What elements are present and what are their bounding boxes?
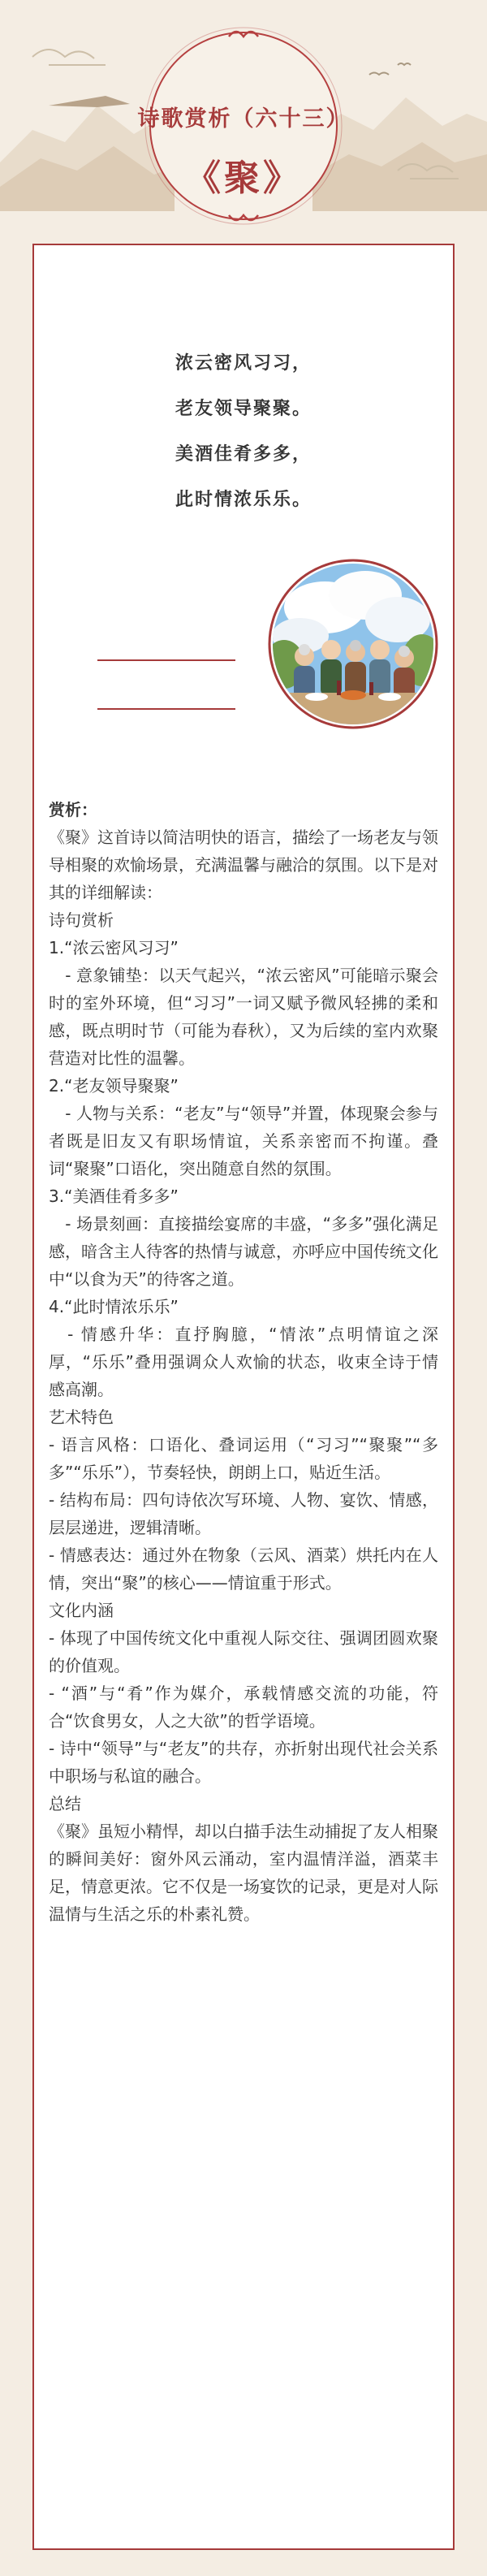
paragraph: 《聚》虽短小精悍，却以白描手法生动捕捉了友人相聚的瞬间美好：窗外风云涌动，室内温情洋溢，酒菜丰足，情意更浓。它不仅是一场宴饮的记录，更是对人际温情与生活之乐的朴素礼赞。 — [49, 1822, 438, 1924]
section-heading: 艺术特色 — [49, 1407, 114, 1427]
paragraph: - 情感表达：通过外在物象（云风、酒菜）烘托内在人情，突出“聚”的核心——情谊重于形式。 — [49, 1545, 438, 1593]
paragraph: - 体现了中国传统文化中重视人际交往、强调团圆欢聚的价值观。 — [49, 1628, 438, 1675]
illustration — [268, 559, 438, 729]
header — [0, 0, 487, 244]
paragraph: - “酒”与“肴”作为媒介，承载情感交流的功能，符合“饮食男女，人之大欲”的哲学语境。 — [49, 1683, 438, 1731]
line-heading: 4.“此时情浓乐乐” — [49, 1297, 179, 1316]
title-block — [0, 101, 487, 201]
poem — [0, 341, 487, 523]
section-heading: 文化内涵 — [49, 1601, 114, 1620]
poem-line: 老友领导聚聚。 — [175, 399, 312, 419]
appreciation-text — [49, 796, 438, 1928]
paragraph: 《聚》这首诗以简洁明快的语言，描绘了一场老友与领导相聚的欢愉场景，充满温馨与融洽的氛围。以下是对其的详细解读： — [49, 828, 438, 902]
paragraph: - 情感升华：直抒胸臆，“情浓”点明情谊之深厚，“乐乐”叠用强调众人欢愉的状态，收束全诗于情感高潮。 — [49, 1325, 438, 1399]
paragraph: - 意象铺垫：以天气起兴，“浓云密风”可能暗示聚会时的室外环境，但“习习”一词又赋予微风轻拂的柔和感，既点明时节（可能为春秋），又为后续的室内欢聚营造对比性的温馨。 — [49, 966, 438, 1068]
friends-gathering-illustration — [268, 559, 438, 729]
section-heading: 诗句赏析 — [49, 910, 114, 930]
section-heading: 赏析： — [49, 800, 97, 819]
paragraph: - 诗中“领导”与“老友”的共存，亦折射出现代社会关系中职场与私谊的融合。 — [49, 1739, 438, 1786]
paragraph: - 结构布局：四句诗依次写环境、人物、宴饮、情感，层层递进，逻辑清晰。 — [49, 1490, 438, 1537]
decorative-line — [97, 708, 235, 710]
decorative-line — [97, 659, 235, 661]
subtitle: 诗歌赏析（六十三） — [137, 106, 350, 132]
paragraph: - 语言风格：口语化、叠词运用（“习习”“聚聚”“多多”“乐乐”），节奏轻快，朗朗上口，贴近生活。 — [49, 1435, 438, 1482]
line-heading: 2.“老友领导聚聚” — [49, 1076, 179, 1096]
paragraph: - 人物与关系：“老友”与“领导”并置，体现聚会参与者既是旧友又有职场情谊，关系亲密而不拘谨。叠词“聚聚”口语化，突出随意自然的氛围。 — [49, 1104, 438, 1178]
page-title: 《聚》 — [185, 158, 302, 199]
poem-line: 浓云密风习习， — [175, 353, 312, 374]
bird-icon — [369, 73, 389, 76]
poem-line: 此时情浓乐乐。 — [175, 490, 312, 510]
bird-icon — [398, 63, 411, 65]
poem-line: 美酒佳肴多多， — [175, 444, 312, 465]
paragraph: - 场景刻画：直接描绘宴席的丰盛，“多多”强化满足感，暗含主人待客的热情与诚意，亦呼应中国传统文化中“以食为天”的待客之道。 — [49, 1214, 438, 1289]
line-heading: 3.“美酒佳肴多多” — [49, 1186, 179, 1206]
line-heading: 1.“浓云密风习习” — [49, 938, 179, 957]
cloud-icon — [32, 50, 106, 65]
section-heading: 总结 — [49, 1794, 81, 1813]
